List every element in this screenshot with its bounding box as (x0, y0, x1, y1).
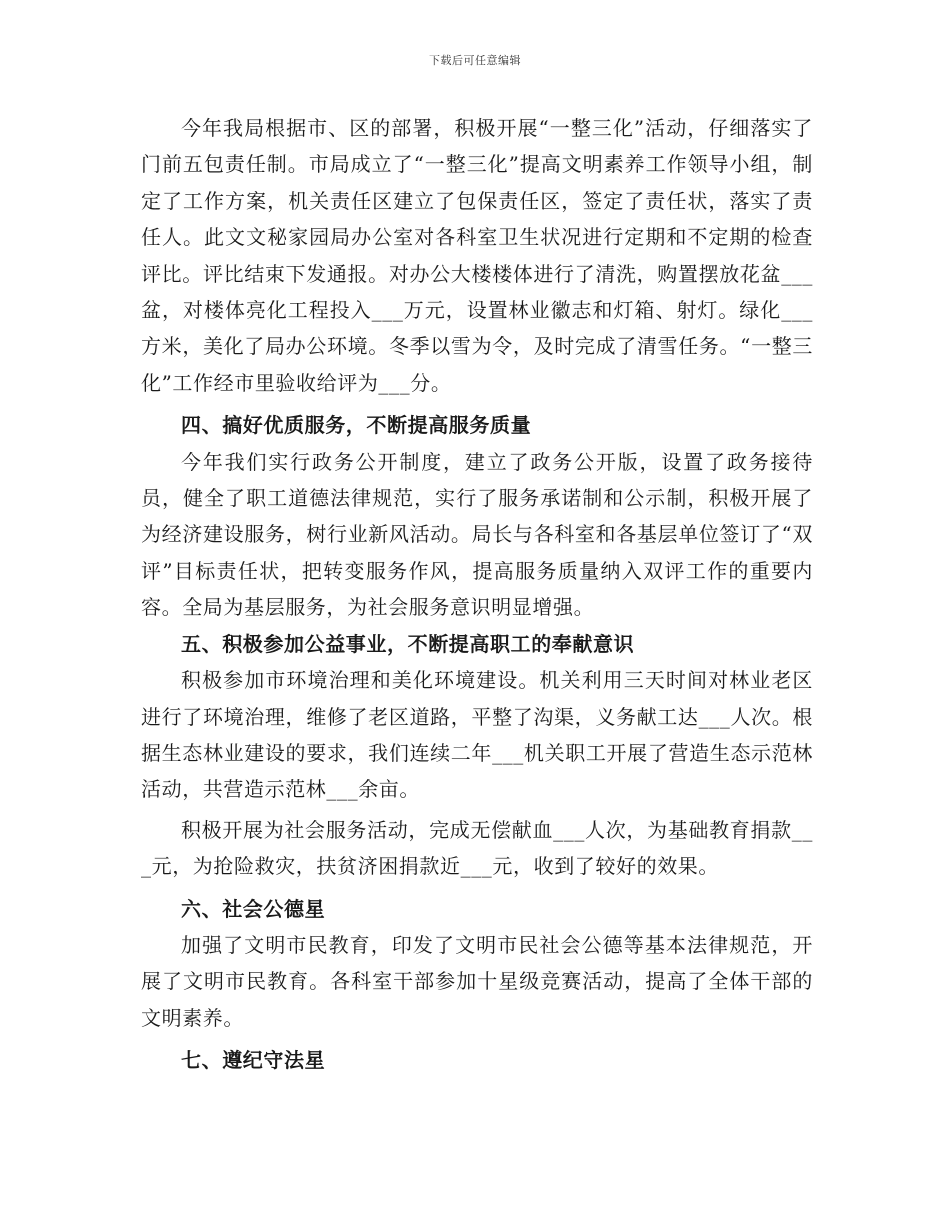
paragraph-citizen-education: 加强了文明市民教育，印发了文明市民社会公德等基本法律规范，开展了文明市民教育。各科室干部参加十星级竞赛活动，提高了全体干部的文明素养。 (141, 932, 813, 1030)
paragraph-service-quality: 今年我们实行政务公开制度，建立了政务公开版，设置了政务接待员，健全了职工道德法律规范，实行了服务承诺制和公示制，积极开展了为经济建设服务，树行业新风活动。局长与各科室和各基层单位签订了“双评”目标责任状，把转变服务作风，提高服务质量纳入双评工作的重要内容。全局为基层服务，为社会服务意识明显增强。 (141, 449, 813, 620)
section-heading-service-quality: 四、搞好优质服务，不断提高服务质量 (181, 413, 532, 438)
paragraph-civilization-campaign: 今年我局根据市、区的部署，积极开展“一整三化”活动，仔细落实了门前五包责任制。市局成立了“一整三化”提高文明素养工作领导小组，制定了工作方案，机关责任区建立了包保责任区，签定了责任状，落实了责任人。此文文秘家园局办公室对各科室卫生状况进行定期和不定期的检查评比。评比结束下发通报。对办公大楼楼体进行了清洗，购置摆放花盆___盆，对楼体亮化工程投入___万元，设置林业徽志和灯箱、射灯。绿化___方米，美化了局办公环境。冬季以雪为令，及时完成了清雪任务。“一整三化”工作经市里验收给评为___分。 (141, 116, 813, 395)
paragraph-social-service: 积极开展为社会服务活动，完成无偿献血___人次，为基础教育捐款___元，为抢险救灾，扶贫济困捐款近___元，收到了较好的效果。 (141, 817, 813, 879)
section-heading-public-welfare: 五、积极参加公益事业，不断提高职工的奉献意识 (181, 631, 635, 656)
section-heading-social-morality: 六、社会公德星 (181, 896, 326, 921)
section-heading-law-abiding: 七、遵纪守法星 (181, 1048, 326, 1073)
document-body (141, 110, 813, 1079)
paragraph-environment-work: 积极参加市环境治理和美化环境建设。机关利用三天时间对林业老区进行了环境治理，维修了老区道路，平整了沟渠，义务献工达___人次。根据生态林业建设的要求，我们连续二年___机关职工开展了营造生态示范林活动，共营造示范林___余亩。 (141, 668, 813, 802)
page-header: 下载后可任意编辑 (429, 54, 521, 67)
